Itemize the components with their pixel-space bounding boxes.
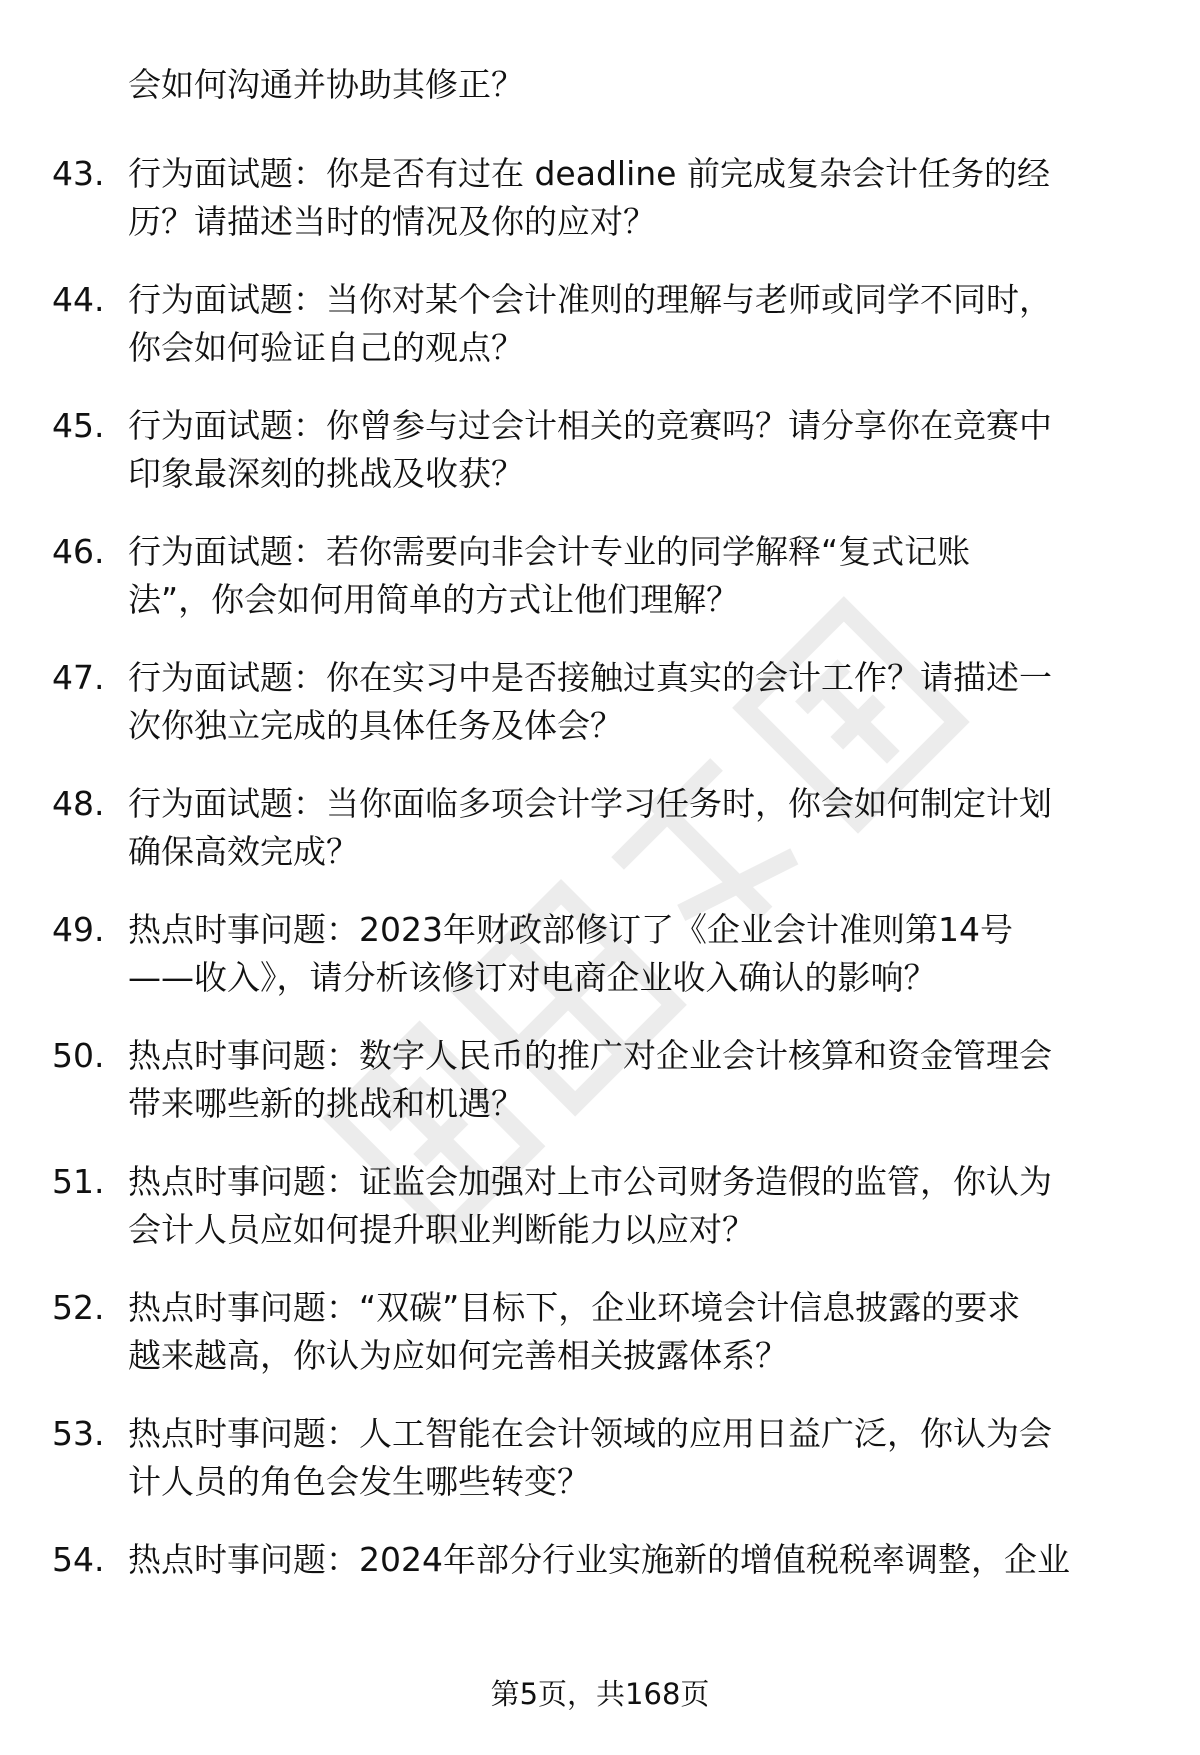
question-number: 54. — [52, 1540, 105, 1579]
question-line: 法”，你会如何用简单的方式让他们理解？ — [128, 580, 740, 619]
question-line: 行为面试题：若你需要向非会计专业的同学解释“复式记账 — [128, 532, 971, 571]
question-text — [128, 1410, 1148, 1506]
question-line: 行为面试题：你在实习中是否接触过真实的会计工作？请描述一 — [128, 658, 1052, 697]
question-line: 次你独立完成的具体任务及体会？ — [128, 706, 623, 745]
question-line: 你会如何验证自己的观点？ — [128, 328, 524, 367]
question-line: 印象最深刻的挑战及收获？ — [128, 454, 524, 493]
question-line: 行为面试题：当你面临多项会计学习任务时，你会如何制定计划 — [128, 784, 1052, 823]
question-line: 热点时事问题：证监会加强对上市公司财务造假的监管，你认为 — [128, 1162, 1052, 1201]
question-item — [0, 1410, 1200, 1536]
question-line: 热点时事问题：“双碳”目标下，企业环境会计信息披露的要求 — [128, 1288, 1021, 1327]
question-line: 历？请描述当时的情况及你的应对？ — [128, 202, 656, 241]
question-text — [128, 1158, 1148, 1254]
question-number: 52. — [52, 1288, 105, 1327]
question-number: 45. — [52, 406, 105, 445]
question-line: 计人员的角色会发生哪些转变？ — [128, 1462, 590, 1501]
question-item — [0, 402, 1200, 528]
page-number-footer: 第5页，共168页 — [490, 1677, 710, 1711]
question-text — [128, 528, 1148, 624]
question-text — [128, 1284, 1148, 1380]
question-item — [0, 906, 1200, 1032]
question-line: 带来哪些新的挑战和机遇？ — [128, 1084, 524, 1123]
question-line: 热点时事问题：数字人民币的推广对企业会计核算和资金管理会 — [128, 1036, 1052, 1075]
question-text — [128, 276, 1148, 372]
question-text — [128, 150, 1148, 246]
question-item — [0, 528, 1200, 654]
question-line: ——收入》，请分析该修订对电商企业收入确认的影响？ — [128, 958, 937, 997]
question-number: 46. — [52, 532, 105, 571]
question-number: 44. — [52, 280, 105, 319]
question-number: 53. — [52, 1414, 105, 1453]
question-line: 行为面试题：当你对某个会计准则的理解与老师或同学不同时， — [128, 280, 1052, 319]
question-text — [128, 402, 1148, 498]
question-line: 越来越高，你认为应如何完善相关披露体系？ — [128, 1336, 788, 1375]
question-item — [0, 1158, 1200, 1284]
question-line: 确保高效完成？ — [128, 832, 359, 871]
question-text — [128, 654, 1148, 750]
question-line: 会计人员应如何提升职业判断能力以应对？ — [128, 1210, 755, 1249]
question-text — [128, 1032, 1148, 1128]
question-line: 热点时事问题：2023年财政部修订了《企业会计准则第14号 — [128, 910, 1013, 949]
question-item — [0, 1536, 1200, 1662]
question-item — [0, 780, 1200, 906]
question-item — [0, 150, 1200, 276]
question-text — [128, 780, 1148, 876]
question-item — [0, 1032, 1200, 1158]
question-line: 热点时事问题：人工智能在会计领域的应用日益广泛，你认为会 — [128, 1414, 1052, 1453]
question-number: 43. — [52, 154, 105, 193]
question-item — [0, 654, 1200, 780]
question-line: 行为面试题：你是否有过在 deadline 前完成复杂会计任务的经 — [128, 154, 1050, 193]
question-line: 行为面试题：你曾参与过会计相关的竞赛吗？请分享你在竞赛中 — [128, 406, 1052, 445]
question-number: 48. — [52, 784, 105, 823]
question-item — [0, 276, 1200, 402]
question-number: 51. — [52, 1162, 105, 1201]
question-number: 50. — [52, 1036, 105, 1075]
question-number: 47. — [52, 658, 105, 697]
question-text — [128, 1536, 1148, 1584]
question-list — [0, 150, 1200, 1662]
question-item — [0, 1284, 1200, 1410]
continued-question-text: 会如何沟通并协助其修正？ — [128, 65, 524, 104]
question-number: 49. — [52, 910, 105, 949]
question-line: 热点时事问题：2024年部分行业实施新的增值税税率调整，企业 — [128, 1540, 1070, 1579]
question-text — [128, 906, 1148, 1002]
